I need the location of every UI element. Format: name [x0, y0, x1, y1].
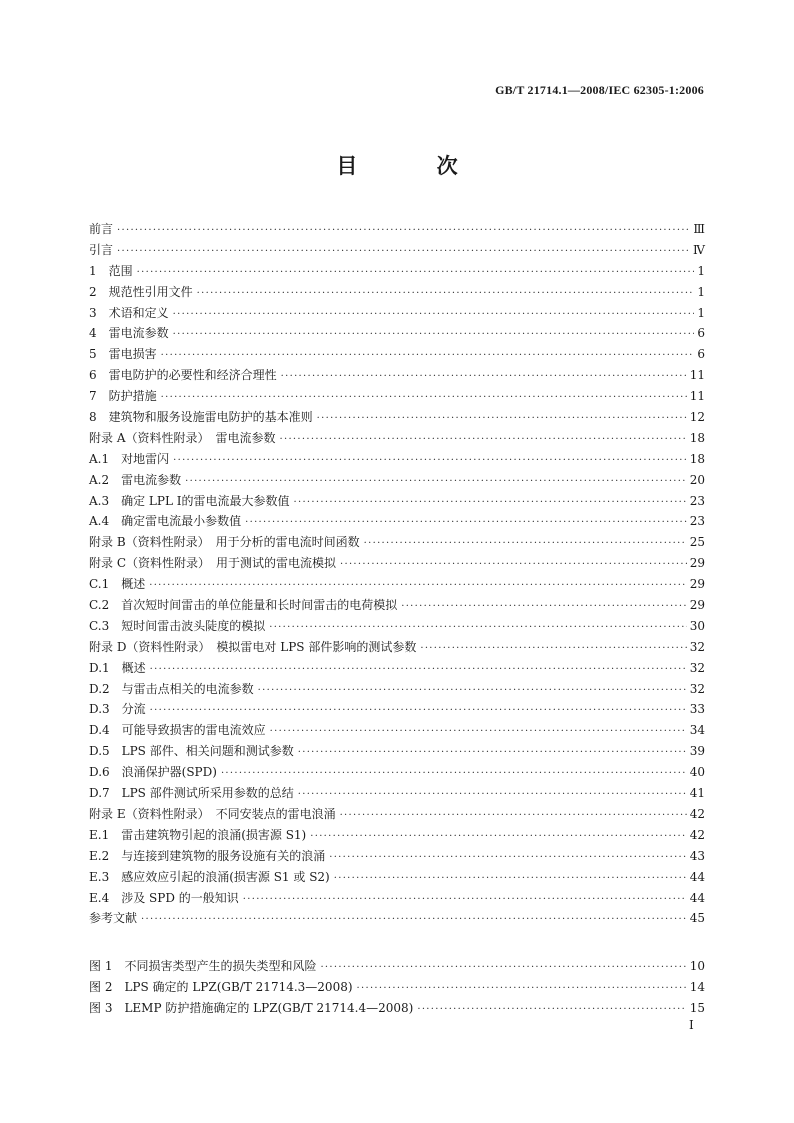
toc-leader-dots: [173, 305, 695, 326]
figure-entry-title: 图 3 LEMP 防护措施确定的 LPZ(GB/T 21714.4—2008): [89, 1000, 414, 1015]
toc-entry-title: A.2 雷电流参数: [89, 472, 182, 487]
toc-leader-dots: [149, 576, 687, 597]
toc-leader-dots: [150, 701, 687, 722]
toc-entry-title: D.1 概述: [89, 660, 146, 675]
toc-entry-page: 20: [689, 472, 705, 487]
toc-entry-title: 附录 C（资料性附录） 用于测试的雷电流模拟: [89, 556, 336, 571]
toc-entry[interactable]: [89, 867, 705, 888]
toc-entry-page: 33: [689, 702, 705, 717]
toc-leader-dots: [281, 367, 687, 388]
toc-entry-page: 1: [697, 284, 705, 299]
standard-header: GB/T 21714.1—2008/IEC 62305-1:2006: [495, 83, 704, 97]
toc-entry-page: 40: [689, 765, 705, 780]
toc-entry-page: 39: [689, 744, 705, 759]
toc-leader-dots: [270, 722, 687, 743]
toc-entry-title: 参考文献: [89, 911, 138, 926]
toc-entry[interactable]: [89, 658, 705, 679]
toc-entry-title: 6 雷电防护的必要性和经济合理性: [89, 368, 277, 383]
toc-leader-dots: [173, 325, 695, 346]
toc-entry-page: 18: [689, 451, 705, 466]
toc-entry-page: 18: [689, 430, 705, 445]
toc-entry-page: 29: [689, 556, 705, 571]
toc-leader-dots: [117, 221, 690, 242]
toc-entry-title: E.1 雷击建筑物引起的浪涌(损害源 S1): [89, 827, 307, 842]
toc-entry[interactable]: [89, 511, 705, 532]
toc-leader-dots: [221, 764, 687, 785]
toc-entry-title: E.2 与连接到建筑物的服务设施有关的浪涌: [89, 848, 326, 863]
toc-leader-dots: [298, 743, 687, 764]
toc-entry-title: A.4 确定雷电流最小参数值: [89, 514, 242, 529]
toc-entry-page: 44: [689, 869, 705, 884]
toc-entry[interactable]: [89, 699, 705, 720]
toc-leader-dots: [279, 430, 686, 451]
toc-entry-title: 附录 E（资料性附录） 不同安装点的雷电浪涌: [89, 806, 336, 821]
toc-entry-title: D.2 与雷击点相关的电流参数: [89, 681, 254, 696]
toc-entry[interactable]: [89, 323, 705, 344]
toc-entry-title: 附录 B（资料性附录） 用于分析的雷电流时间函数: [89, 535, 360, 550]
toc-leader-dots: [245, 513, 687, 534]
toc-entry-title: 5 雷电损害: [89, 347, 157, 362]
page-title: 目 次: [336, 154, 494, 178]
toc-entry-title: 前言: [89, 222, 114, 236]
toc-entry-page: 23: [689, 493, 705, 508]
toc-leader-dots: [329, 848, 687, 869]
toc-entry-title: A.3 确定 LPL Ⅰ的雷电流最大参数值: [89, 493, 290, 508]
toc-entry-page: 1: [697, 263, 705, 278]
toc-entry[interactable]: [89, 846, 705, 867]
toc-entry[interactable]: [89, 303, 705, 324]
toc-entry-page: 23: [689, 514, 705, 529]
toc-entry[interactable]: [89, 365, 705, 386]
toc-entry-page: 25: [689, 535, 705, 550]
toc-leader-dots: [173, 451, 687, 472]
toc-entry[interactable]: [89, 637, 705, 658]
toc-entry-page: 43: [689, 848, 705, 863]
toc-entry-title: C.1 概述: [89, 577, 146, 592]
toc-leader-dots: [269, 618, 687, 639]
toc-leader-dots: [298, 785, 687, 806]
toc-entry[interactable]: [89, 532, 705, 553]
toc-entry[interactable]: [89, 240, 705, 261]
toc-entry[interactable]: [89, 783, 705, 804]
toc-entry[interactable]: [89, 553, 705, 574]
toc-leader-dots: [161, 346, 695, 367]
toc-entry-title: 附录 A（资料性附录） 雷电流参数: [89, 430, 276, 445]
toc-entry-page: 11: [689, 368, 705, 383]
toc-entry-title: 4 雷电流参数: [89, 326, 169, 341]
toc-leader-dots: [258, 681, 687, 702]
toc-entry[interactable]: [89, 386, 705, 407]
toc-entry-title: D.5 LPS 部件、相关问题和测试参数: [89, 744, 294, 759]
toc-leader-dots: [243, 890, 687, 911]
toc-leader-dots: [417, 1000, 686, 1021]
toc-entry-page: 41: [689, 786, 705, 801]
table-of-contents: [89, 219, 705, 929]
toc-entry[interactable]: [89, 825, 705, 846]
toc-leader-dots: [364, 534, 687, 555]
toc-leader-dots: [294, 493, 687, 514]
figure-list: [89, 956, 705, 1019]
toc-entry[interactable]: [89, 574, 705, 595]
toc-entry[interactable]: [89, 470, 705, 491]
toc-entry-page: 45: [689, 911, 705, 926]
figure-entry-title: 图 1 不同损害类型产生的损失类型和风险: [89, 959, 317, 973]
toc-entry-page: 6: [697, 347, 705, 362]
toc-entry[interactable]: [89, 407, 705, 428]
toc-entry-page: 12: [689, 410, 705, 425]
toc-entry[interactable]: [89, 762, 705, 783]
toc-entry-page: 44: [689, 890, 705, 905]
toc-entry-page: 32: [689, 639, 705, 654]
toc-leader-dots: [137, 263, 695, 284]
toc-leader-dots: [117, 242, 690, 263]
toc-leader-dots: [141, 910, 687, 931]
toc-entry[interactable]: [89, 888, 705, 909]
toc-entry-page: 42: [689, 806, 705, 821]
toc-entry[interactable]: [89, 595, 705, 616]
toc-entry-title: 1 范围: [89, 263, 133, 278]
toc-entry-title: 3 术语和定义: [89, 305, 169, 320]
toc-entry-page: 32: [689, 660, 705, 675]
page-number: Ⅰ: [689, 1018, 694, 1032]
toc-entry[interactable]: [89, 720, 705, 741]
toc-leader-dots: [185, 472, 687, 493]
figure-entry-page: 14: [689, 979, 705, 994]
toc-entry-title: E.3 感应效应引起的浪涌(损害源 S1 或 S2): [89, 869, 330, 884]
toc-entry-page: Ⅲ: [693, 222, 705, 236]
toc-entry-page: 1: [697, 305, 705, 320]
toc-leader-dots: [150, 660, 687, 681]
toc-entry-title: 7 防护措施: [89, 389, 157, 404]
toc-entry[interactable]: [89, 908, 705, 929]
toc-entry[interactable]: [89, 282, 705, 303]
toc-leader-dots: [317, 409, 687, 430]
figure-entry-page: 15: [689, 1000, 705, 1015]
toc-entry-title: E.4 涉及 SPD 的一般知识: [89, 890, 239, 905]
toc-entry-title: D.6 浪涌保护器(SPD): [89, 765, 217, 780]
toc-entry-title: D.7 LPS 部件测试所采用参数的总结: [89, 786, 294, 801]
toc-entry-title: A.1 对地雷闪: [89, 451, 170, 466]
figure-entry[interactable]: [89, 956, 705, 977]
toc-entry[interactable]: [89, 449, 705, 470]
toc-entry[interactable]: [89, 616, 705, 637]
toc-entry[interactable]: [89, 804, 705, 825]
figure-entry-page: 10: [689, 959, 705, 973]
toc-leader-dots: [310, 827, 686, 848]
toc-entry-page: 29: [689, 577, 705, 592]
toc-entry[interactable]: [89, 491, 705, 512]
figure-entry[interactable]: [89, 977, 705, 998]
toc-entry[interactable]: [89, 344, 705, 365]
figure-entry-title: 图 2 LPS 确定的 LPZ(GB/T 21714.3—2008): [89, 979, 353, 994]
toc-leader-dots: [340, 555, 687, 576]
toc-entry-title: D.3 分流: [89, 702, 146, 717]
toc-entry[interactable]: [89, 219, 705, 240]
toc-leader-dots: [420, 639, 686, 660]
toc-entry-title: 2 规范性引用文件: [89, 284, 193, 299]
toc-entry-title: C.3 短时间雷击波头陡度的模拟: [89, 618, 266, 633]
toc-entry-page: 34: [689, 723, 705, 738]
toc-leader-dots: [161, 388, 687, 409]
toc-leader-dots: [334, 869, 687, 890]
toc-entry-page: 32: [689, 681, 705, 696]
figure-entry[interactable]: [89, 998, 705, 1019]
toc-entry-title: D.4 可能导致损害的雷电流效应: [89, 723, 266, 738]
toc-entry-title: 8 建筑物和服务设施雷电防护的基本准则: [89, 410, 313, 425]
toc-entry-page: 29: [689, 598, 705, 613]
toc-entry-title: 引言: [89, 242, 114, 257]
toc-entry[interactable]: [89, 261, 705, 282]
toc-entry-title: C.2 首次短时间雷击的单位能量和长时间雷击的电荷模拟: [89, 598, 398, 613]
toc-entry-title: 附录 D（资料性附录） 模拟雷电对 LPS 部件影响的测试参数: [89, 639, 417, 654]
toc-entry-page: Ⅳ: [693, 242, 705, 257]
toc-entry-page: 11: [689, 389, 705, 404]
toc-entry[interactable]: [89, 741, 705, 762]
toc-entry[interactable]: [89, 679, 705, 700]
toc-entry[interactable]: [89, 428, 705, 449]
toc-entry-page: 6: [697, 326, 705, 341]
toc-leader-dots: [320, 958, 686, 979]
toc-entry-page: 30: [689, 618, 705, 633]
toc-leader-dots: [340, 806, 687, 827]
toc-leader-dots: [401, 597, 687, 618]
toc-leader-dots: [197, 284, 695, 305]
toc-leader-dots: [357, 979, 687, 1000]
toc-entry-page: 42: [689, 827, 705, 842]
